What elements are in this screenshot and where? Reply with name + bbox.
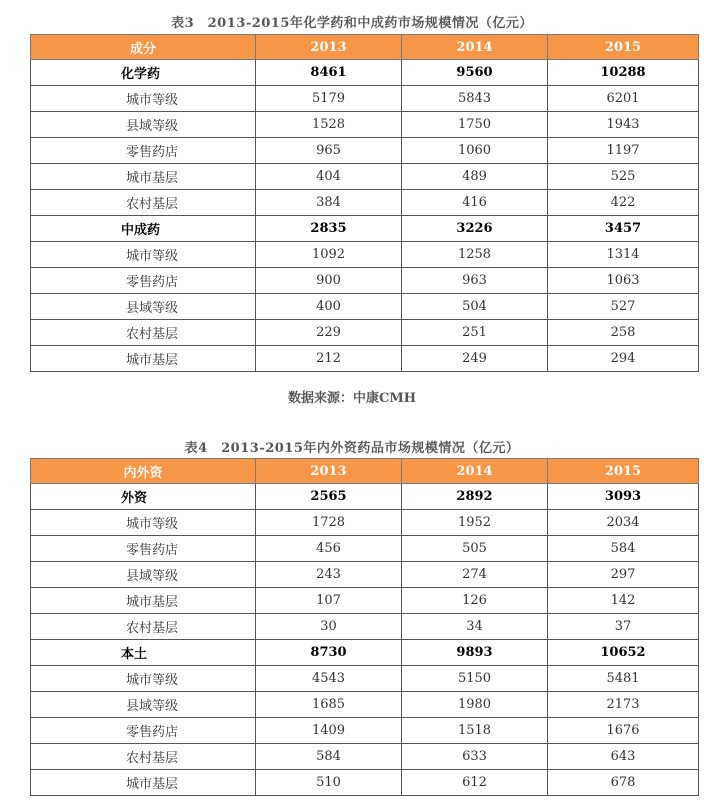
- cell-value-2015: 258: [548, 320, 699, 346]
- table3-header-row: [31, 35, 699, 60]
- cell-value-2015: 142: [548, 588, 699, 614]
- cell-value-2013: 229: [256, 320, 402, 346]
- cell-value-2015: 6201: [548, 86, 699, 112]
- table3: [30, 34, 699, 372]
- cell-value-2015: 1314: [548, 242, 699, 268]
- cell-value-2013: 584: [256, 744, 402, 770]
- row-label: 县域等级: [31, 562, 256, 588]
- cell-value-2014: 126: [402, 588, 548, 614]
- cell-value-2014: 1060: [402, 138, 548, 164]
- cell-value-2013: 510: [256, 770, 402, 796]
- cell-value-2014: 1258: [402, 242, 548, 268]
- table-row: [31, 190, 699, 216]
- table4-header-2015: 2015: [548, 459, 699, 484]
- table4: [30, 458, 699, 796]
- row-label: 城市基层: [31, 770, 256, 796]
- table-row: [31, 536, 699, 562]
- cell-value-2013: 900: [256, 268, 402, 294]
- cell-value-2013: 400: [256, 294, 402, 320]
- row-label: 城市基层: [31, 164, 256, 190]
- cell-value-2014: 5843: [402, 86, 548, 112]
- table4-header-row: [31, 459, 699, 484]
- table-row: [31, 588, 699, 614]
- cell-value-2013: 8730: [256, 640, 402, 666]
- cell-value-2015: 297: [548, 562, 699, 588]
- cell-value-2014: 1750: [402, 112, 548, 138]
- table3-header-2014: 2014: [402, 35, 548, 60]
- row-label: 城市基层: [31, 346, 256, 372]
- cell-value-2013: 1685: [256, 692, 402, 718]
- cell-value-2015: 5481: [548, 666, 699, 692]
- row-label: 零售药店: [31, 268, 256, 294]
- row-label: 县域等级: [31, 692, 256, 718]
- table4-caption: 表4 2013-2015年内外资药品市场规模情况（亿元）: [184, 441, 520, 456]
- row-label: 城市等级: [31, 510, 256, 536]
- row-label: 零售药店: [31, 718, 256, 744]
- cell-value-2015: 1943: [548, 112, 699, 138]
- table-row: [31, 744, 699, 770]
- cell-value-2013: 107: [256, 588, 402, 614]
- cell-value-2013: 1528: [256, 112, 402, 138]
- cell-value-2015: 1197: [548, 138, 699, 164]
- table-row: [31, 138, 699, 164]
- table-row: [31, 510, 699, 536]
- cell-value-2015: 10652: [548, 640, 699, 666]
- cell-value-2013: 456: [256, 536, 402, 562]
- cell-value-2015: 2173: [548, 692, 699, 718]
- row-label: 零售药店: [31, 138, 256, 164]
- cell-value-2014: 416: [402, 190, 548, 216]
- row-label: 中成药: [31, 216, 256, 242]
- cell-value-2015: 1063: [548, 268, 699, 294]
- table-row: [31, 346, 699, 372]
- table-row: [31, 484, 699, 510]
- cell-value-2015: 1676: [548, 718, 699, 744]
- row-label: 农村基层: [31, 190, 256, 216]
- cell-value-2015: 527: [548, 294, 699, 320]
- row-label: 农村基层: [31, 744, 256, 770]
- cell-value-2015: 10288: [548, 60, 699, 86]
- cell-value-2014: 504: [402, 294, 548, 320]
- table4-header-category: 内外资: [31, 459, 256, 484]
- cell-value-2014: 1518: [402, 718, 548, 744]
- table-row: [31, 294, 699, 320]
- cell-value-2013: 2565: [256, 484, 402, 510]
- row-label: 农村基层: [31, 320, 256, 346]
- cell-value-2013: 384: [256, 190, 402, 216]
- cell-value-2015: 37: [548, 614, 699, 640]
- cell-value-2014: 9560: [402, 60, 548, 86]
- cell-value-2015: 525: [548, 164, 699, 190]
- row-label: 城市等级: [31, 666, 256, 692]
- table-row: [31, 640, 699, 666]
- cell-value-2014: 34: [402, 614, 548, 640]
- cell-value-2014: 505: [402, 536, 548, 562]
- row-label: 外资: [31, 484, 256, 510]
- row-label: 县域等级: [31, 112, 256, 138]
- table3-header-category: 成分: [31, 35, 256, 60]
- cell-value-2013: 212: [256, 346, 402, 372]
- table3-header-2015: 2015: [548, 35, 699, 60]
- table-row: [31, 86, 699, 112]
- table3-caption: 表3 2013-2015年化学药和中成药市场规模情况（亿元）: [171, 16, 533, 31]
- cell-value-2013: 30: [256, 614, 402, 640]
- table-row: [31, 770, 699, 796]
- cell-value-2014: 2892: [402, 484, 548, 510]
- table4-header-2013: 2013: [256, 459, 402, 484]
- table-row: [31, 268, 699, 294]
- cell-value-2014: 1980: [402, 692, 548, 718]
- cell-value-2014: 1952: [402, 510, 548, 536]
- data-source-note: 数据来源：中康CMH: [287, 391, 417, 406]
- cell-value-2015: 584: [548, 536, 699, 562]
- row-label: 城市等级: [31, 242, 256, 268]
- cell-value-2013: 4543: [256, 666, 402, 692]
- table-row: [31, 60, 699, 86]
- cell-value-2014: 5150: [402, 666, 548, 692]
- cell-value-2014: 9893: [402, 640, 548, 666]
- cell-value-2014: 251: [402, 320, 548, 346]
- cell-value-2013: 243: [256, 562, 402, 588]
- cell-value-2015: 3093: [548, 484, 699, 510]
- cell-value-2014: 249: [402, 346, 548, 372]
- row-label: 县域等级: [31, 294, 256, 320]
- cell-value-2013: 5179: [256, 86, 402, 112]
- table-row: [31, 242, 699, 268]
- table-row: [31, 718, 699, 744]
- cell-value-2013: 1409: [256, 718, 402, 744]
- row-label: 城市基层: [31, 588, 256, 614]
- cell-value-2013: 1092: [256, 242, 402, 268]
- cell-value-2015: 422: [548, 190, 699, 216]
- cell-value-2015: 643: [548, 744, 699, 770]
- cell-value-2015: 678: [548, 770, 699, 796]
- cell-value-2014: 274: [402, 562, 548, 588]
- cell-value-2013: 404: [256, 164, 402, 190]
- cell-value-2014: 489: [402, 164, 548, 190]
- table-row: [31, 320, 699, 346]
- cell-value-2014: 3226: [402, 216, 548, 242]
- table4-header-2014: 2014: [402, 459, 548, 484]
- table-row: [31, 164, 699, 190]
- cell-value-2015: 2034: [548, 510, 699, 536]
- cell-value-2014: 633: [402, 744, 548, 770]
- cell-value-2015: 294: [548, 346, 699, 372]
- cell-value-2015: 3457: [548, 216, 699, 242]
- cell-value-2013: 2835: [256, 216, 402, 242]
- cell-value-2014: 612: [402, 770, 548, 796]
- row-label: 城市等级: [31, 86, 256, 112]
- cell-value-2013: 965: [256, 138, 402, 164]
- table3-header-2013: 2013: [256, 35, 402, 60]
- cell-value-2013: 8461: [256, 60, 402, 86]
- table-row: [31, 614, 699, 640]
- table-row: [31, 216, 699, 242]
- table-row: [31, 666, 699, 692]
- row-label: 农村基层: [31, 614, 256, 640]
- table-row: [31, 562, 699, 588]
- row-label: 本土: [31, 640, 256, 666]
- row-label: 化学药: [31, 60, 256, 86]
- table-row: [31, 112, 699, 138]
- row-label: 零售药店: [31, 536, 256, 562]
- table-row: [31, 692, 699, 718]
- cell-value-2014: 963: [402, 268, 548, 294]
- cell-value-2013: 1728: [256, 510, 402, 536]
